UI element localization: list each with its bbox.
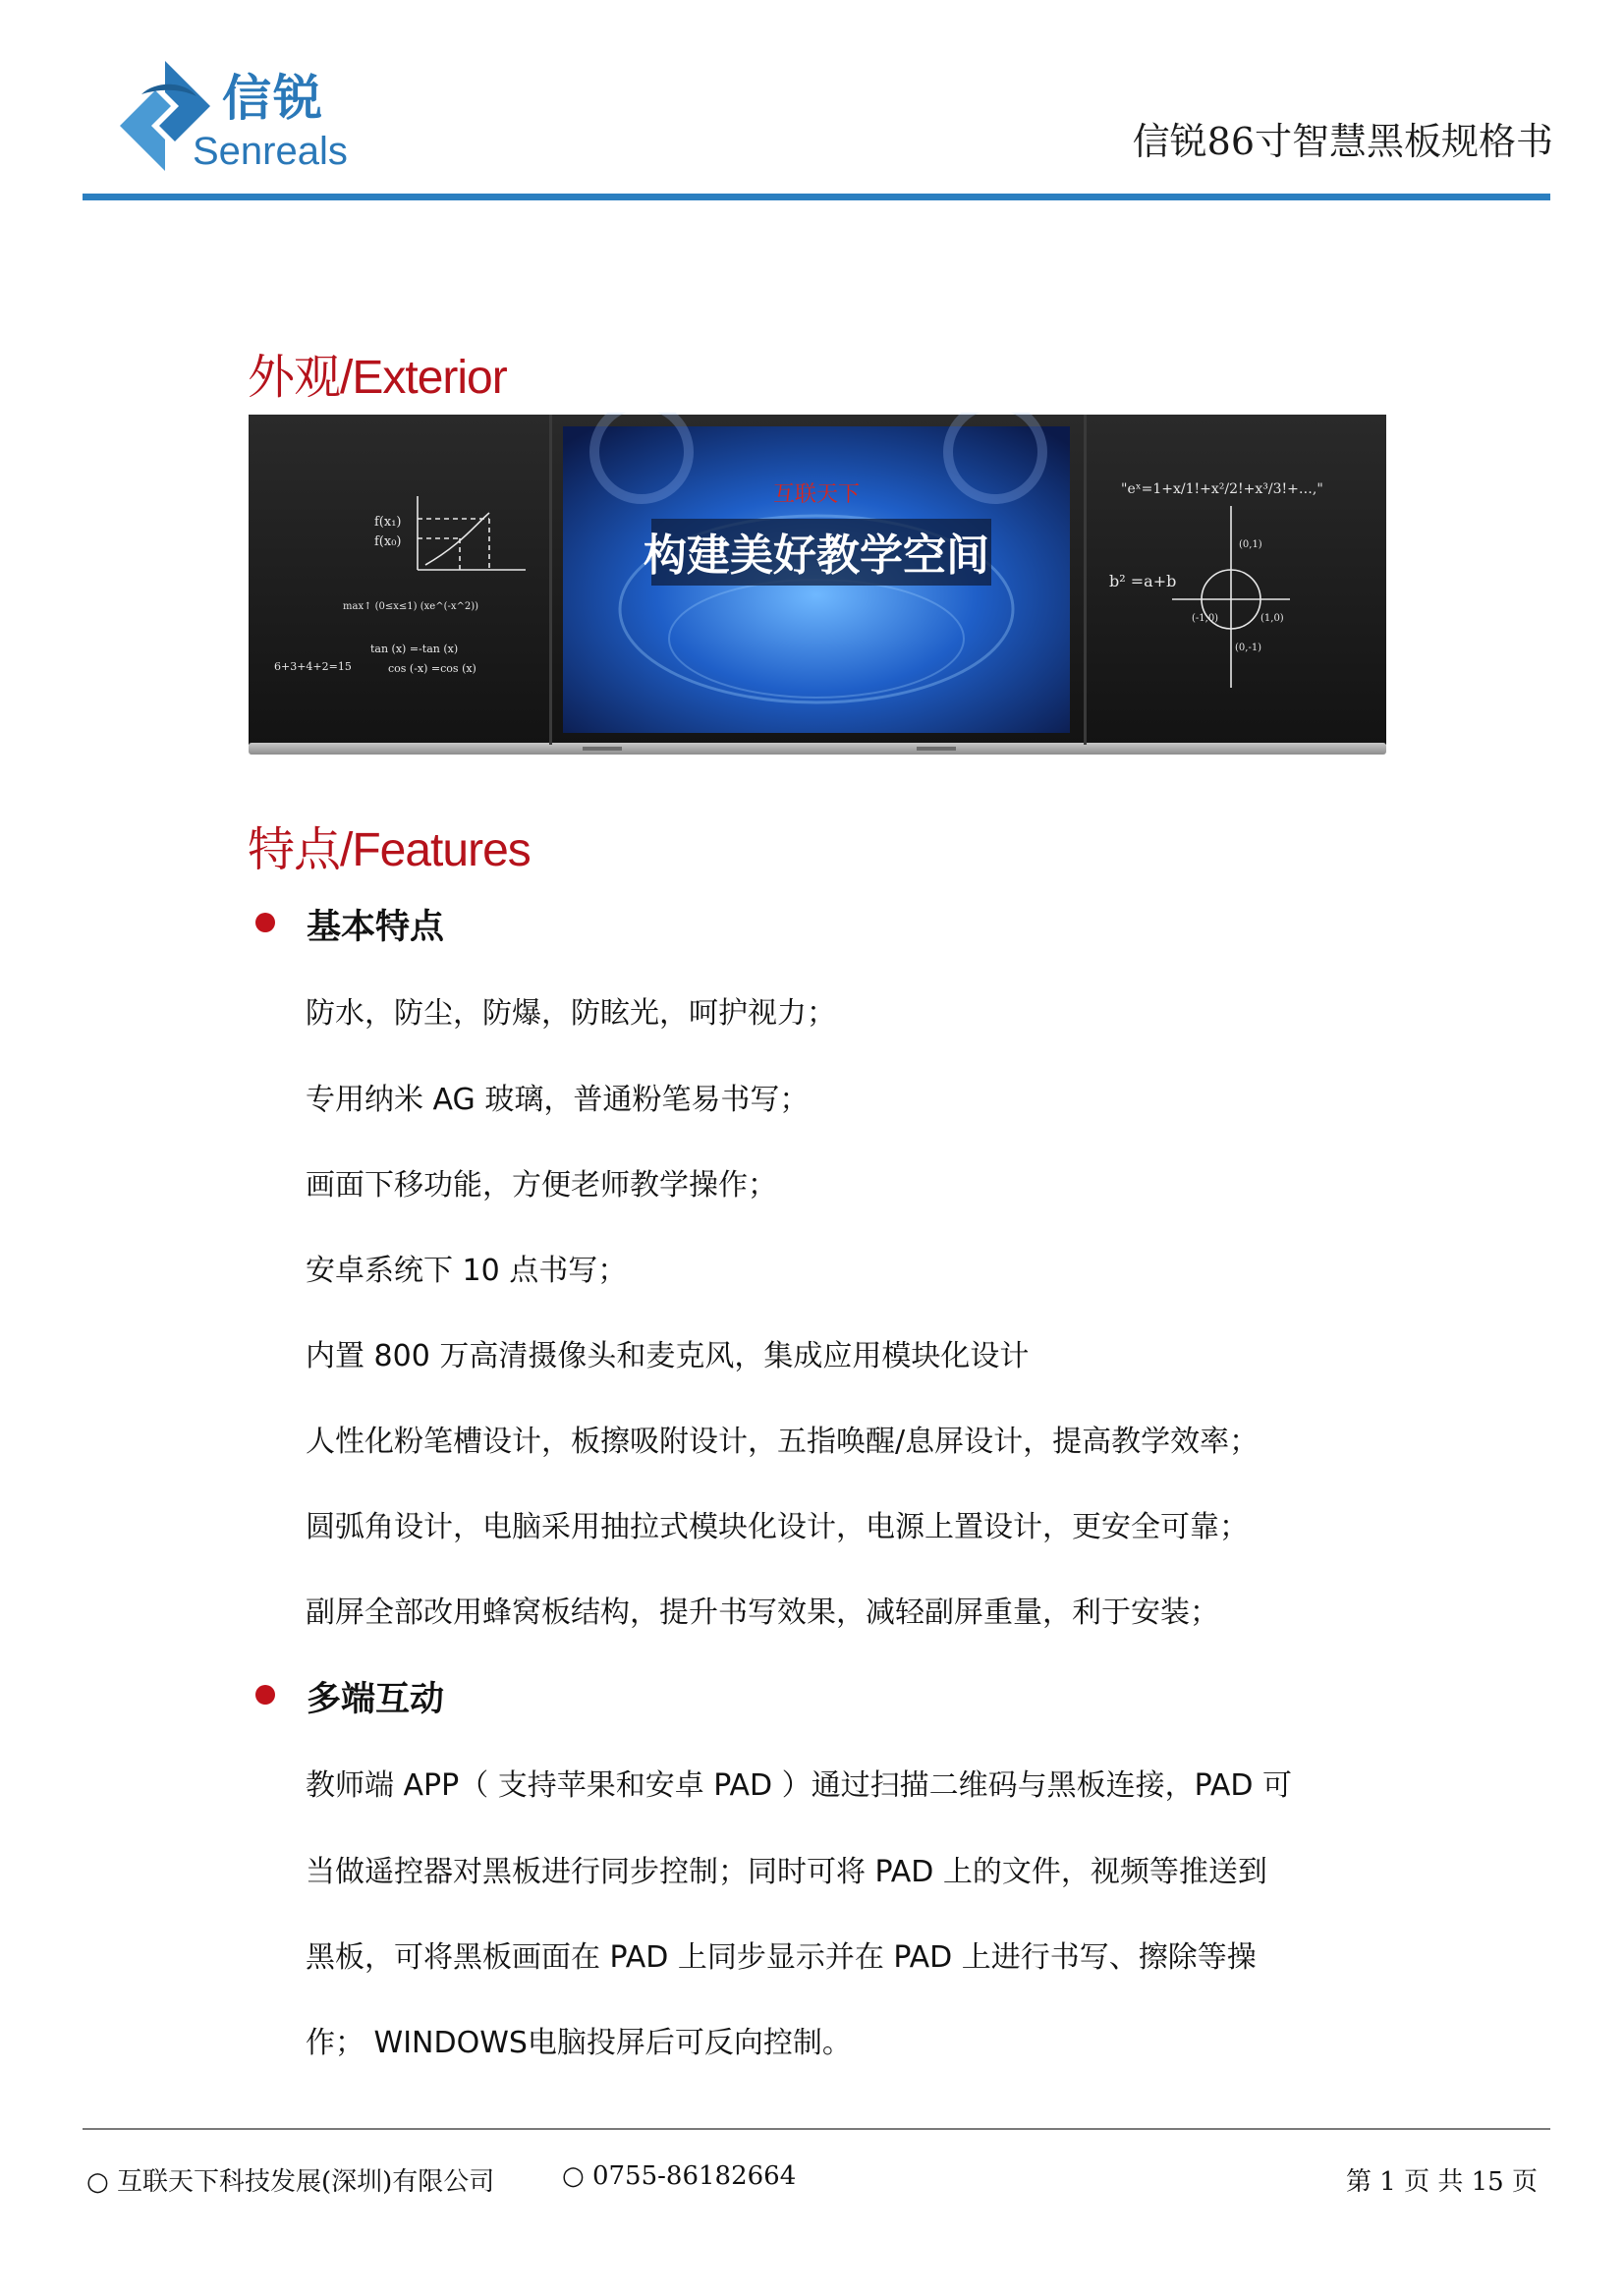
chalk-text: (0,-1) <box>1235 643 1262 653</box>
document-title: 信锐86寸智慧黑板规格书 <box>1132 120 1553 163</box>
footer-divider <box>83 2128 1550 2130</box>
feature-line: 内置 800 万高清摄像头和麦克风，集成应用模块化设计 <box>306 1339 1030 1373</box>
company-logo <box>116 57 362 180</box>
chalk-text: max↑ (0≤x≤1) (xe^(-x^2)) <box>343 601 479 612</box>
footer-page-number: 第 1 页 共 15 页 <box>1346 2167 1538 2197</box>
page-header <box>0 0 1624 206</box>
feature-line: 副屏全部改用蜂窝板结构，提升书写效果，减轻副屏重量，利于安装； <box>306 1596 1219 1630</box>
interaction-line: 作； WINDOWS电脑投屏后可反向控制。 <box>306 2026 852 2060</box>
screen-big-heading: 构建美好教学空间 <box>644 531 989 581</box>
chalk-text: cos (-x) =cos (x) <box>388 662 476 675</box>
feature-line: 人性化粉笔槽设计，板擦吸附设计，五指唤醒/息屏设计，提高教学效率； <box>306 1425 1260 1459</box>
chalk-tray <box>249 743 1386 755</box>
features-section-title: 特点/Features <box>248 824 531 876</box>
footer-phone: ○ 0755-86182664 <box>562 2161 797 2191</box>
chalk-text: f(x₀) <box>374 534 402 549</box>
chalk-text: "eˣ=1+x/1!+x²/2!+x³/3!+…," <box>1121 481 1323 497</box>
interaction-line: 教师端 APP（ 支持苹果和安卓 PAD ）通过扫描二维码与黑板连接，PAD 可 <box>306 1768 1292 1803</box>
header-divider <box>83 194 1550 200</box>
bullet-heading-text: 多端互动 <box>307 1680 445 1719</box>
bullet-dot-icon <box>255 1685 275 1705</box>
exterior-section-title: 外观/Exterior <box>248 352 507 404</box>
chalk-text: tan (x) =-tan (x) <box>370 643 459 655</box>
screen-small-heading: 互联天下 <box>772 482 861 507</box>
feature-line: 专用纳米 AG 玻璃，普通粉笔易书写； <box>306 1083 810 1117</box>
bullet-dot-icon <box>255 913 275 932</box>
product-image-smart-blackboard <box>249 413 1386 758</box>
feature-line: 圆弧角设计，电脑采用抽拉式模块化设计，电源上置设计，更安全可靠； <box>306 1510 1249 1544</box>
logo-chinese-text: 信锐 <box>222 70 324 127</box>
feature-line: 安卓系统下 10 点书写； <box>306 1254 628 1288</box>
interaction-line: 黑板，可将黑板画面在 PAD 上同步显示并在 PAD 上进行书写、擦除等操 <box>306 1940 1257 1975</box>
chalk-text: (-1,0) <box>1192 613 1219 624</box>
chalk-text: 6+3+4+2=15 <box>274 660 352 673</box>
chalk-text: f(x₁) <box>374 515 402 530</box>
feature-line: 画面下移功能，方便老师教学操作； <box>306 1168 777 1203</box>
feature-line: 防水，防尘，防爆，防眩光，呵护视力； <box>306 996 836 1031</box>
bullet-heading-text: 基本特点 <box>307 908 445 947</box>
chalk-text: (1,0) <box>1260 613 1284 624</box>
chalk-text: (0,1) <box>1239 539 1262 550</box>
interaction-line: 当做遥控器对黑板进行同步控制；同时可将 PAD 上的文件，视频等推送到 <box>306 1855 1267 1889</box>
footer-company: ○ 互联天下科技发展(深圳)有限公司 <box>86 2167 495 2197</box>
chalk-text: b² =a+b <box>1109 572 1177 590</box>
logo-english-text: Senreals <box>193 130 348 173</box>
